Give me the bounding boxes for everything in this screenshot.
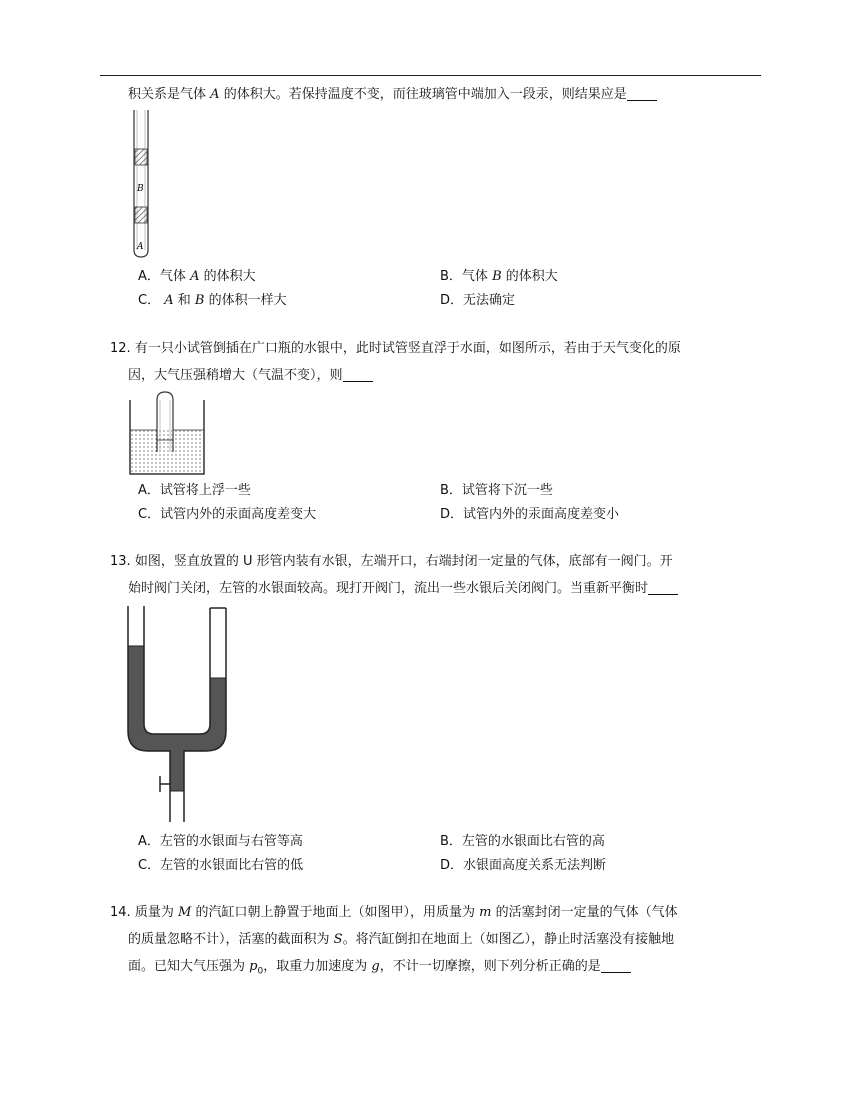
answer-blank[interactable] (648, 580, 678, 595)
q13-option-a[interactable]: A．左管的水银面与右管等高 (138, 834, 303, 849)
q13-option-d[interactable]: D．水银面高度关系无法判断 (440, 858, 607, 873)
q12-option-b[interactable]: B．试管将下沉一些 (440, 483, 553, 498)
answer-blank[interactable] (601, 958, 631, 973)
q11-tube-figure (126, 110, 156, 260)
q12-option-a[interactable]: A．试管将上浮一些 (138, 483, 251, 498)
q14-line-1: 14. 质量为 M 的汽缸口朝上静置于地面上（如图甲），用质量为 m 的活塞封闭一定量的气体（气体 (110, 905, 678, 920)
q14-line-2: 的质量忽略不计），活塞的截面积为 S。将汽缸倒扣在地面上（如图乙），静止时活塞没有接触地 (128, 932, 675, 947)
answer-blank[interactable] (343, 367, 373, 382)
header-rule (100, 75, 761, 76)
q12-line-1: 12. 有一只小试管倒插在广口瓶的水银中，此时试管竖直浮于水面，如图所示，若由于天气变化的原 (110, 341, 681, 356)
q12-option-d[interactable]: D．试管内外的汞面高度差变小 (440, 507, 620, 522)
q11-option-c[interactable]: C． A 和 B 的体积一样大 (138, 293, 287, 308)
q11-option-a[interactable]: A．气体 A 的体积大 (138, 269, 256, 284)
q11-text-2: 的体积大。若保持温度不变，而往玻璃管中端加入一段汞，则结果应是 (223, 87, 627, 102)
q13-line-1: 13. 如图，竖直放置的 U 形管内装有水银，左端开口，右端封闭一定量的气体，底部有一阀门。开 (110, 554, 673, 569)
q11-var-a: A (210, 87, 220, 102)
q11-text-1: 积关系是气体 (128, 87, 207, 102)
answer-blank[interactable] (627, 86, 657, 101)
q11-option-d[interactable]: D．无法确定 (440, 293, 516, 308)
q13-option-b[interactable]: B．左管的水银面比右管的高 (440, 834, 605, 849)
q12-line-2: 因，大气压强稍增大（气温不变），则 (128, 367, 373, 385)
q12-jar-figure (127, 390, 207, 476)
q11-stem-tail (128, 86, 657, 104)
q12-option-c[interactable]: C．试管内外的汞面高度差变大 (138, 507, 317, 522)
q11-option-b[interactable]: B．气体 B 的体积大 (440, 269, 558, 284)
q13-u-tube-figure (126, 606, 230, 822)
label-a: A (137, 242, 144, 252)
label-b: B (137, 184, 144, 194)
q14-line-3: 面。已知大气压强为 $p_0$，取重力加速度为 g，不计一切摩擦，则下列分析正确的是 (128, 958, 631, 981)
q13-line-2: 始时阀门关闭，左管的水银面较高。现打开阀门，流出一些水银后关闭阀门。当重新平衡时 (128, 580, 678, 598)
q13-option-c[interactable]: C．左管的水银面比右管的低 (138, 858, 304, 873)
